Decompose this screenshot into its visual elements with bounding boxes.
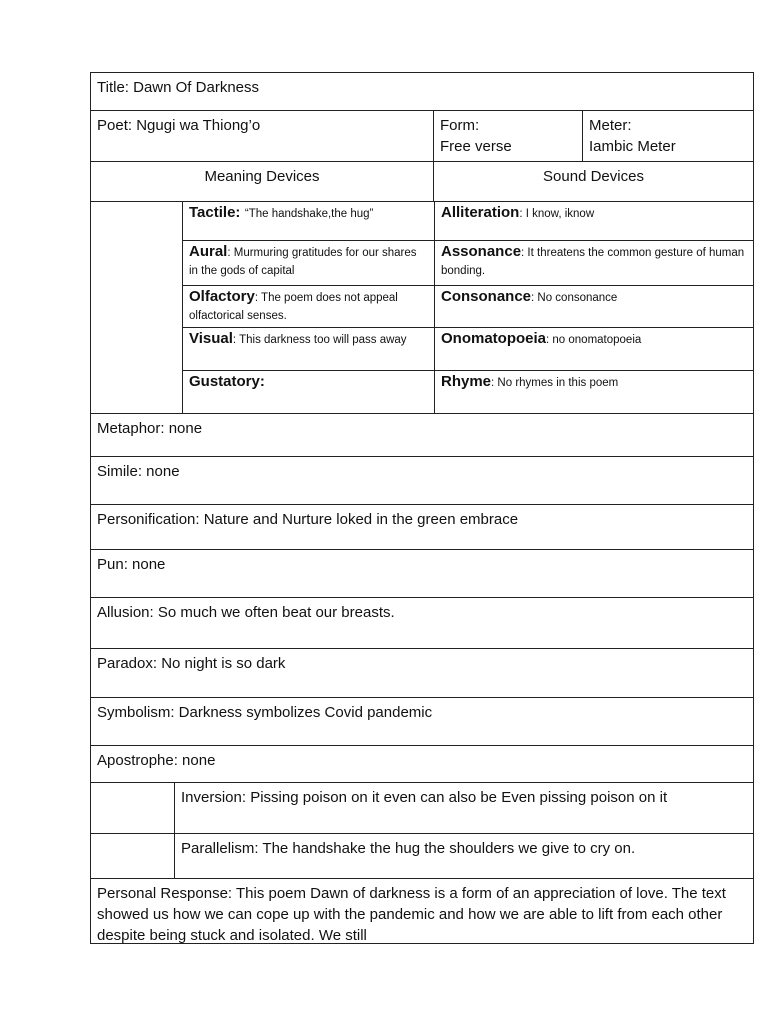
pun-text: Pun: none	[97, 556, 166, 573]
inversion-row	[91, 783, 753, 834]
visual-label: Visual	[189, 330, 233, 347]
form-cell	[433, 111, 582, 161]
olfactory-label: Olfactory	[189, 288, 255, 305]
meter-cell	[582, 111, 753, 161]
device-row	[183, 328, 753, 371]
figure-row	[91, 457, 753, 505]
figure-row	[91, 746, 753, 783]
apostrophe-text: Apostrophe: none	[97, 752, 216, 769]
consonance-label: Consonance	[441, 288, 532, 305]
figure-row	[91, 505, 753, 550]
device-row	[183, 371, 753, 414]
simile-text: Simile: none	[97, 463, 180, 480]
assonance-text: : It threatens the common gesture of human bonding.	[441, 247, 745, 277]
poet-value: Ngugi wa Thiong’o	[136, 117, 261, 134]
alliteration-text: : I know, iknow	[519, 208, 595, 220]
devices-block	[91, 202, 753, 414]
personal-response-row	[91, 879, 753, 944]
figure-row	[91, 414, 753, 457]
device-row	[183, 286, 753, 328]
device-row	[183, 202, 753, 241]
personification-text: Personification: Nature and Nurture loked in the green embrace	[97, 511, 519, 528]
device-row	[183, 241, 753, 286]
tactile-label: Tactile:	[189, 204, 241, 221]
rhyme-label: Rhyme	[441, 373, 492, 390]
parallelism-row	[91, 834, 753, 879]
title-label: Title:	[97, 79, 129, 96]
aural-text: : Murmuring gratitudes for our shares in the gods of capital	[189, 247, 417, 277]
sound-devices-header: Sound Devices	[433, 162, 753, 201]
title-value: Dawn Of Darkness	[133, 79, 259, 96]
poet-label: Poet:	[97, 117, 133, 134]
visual-text: : This darkness too will pass away	[232, 334, 407, 346]
metaphor-text: Metaphor: none	[97, 420, 203, 437]
meter-value: Iambic Meter	[589, 138, 676, 155]
meaning-devices-header: Meaning Devices	[204, 168, 320, 185]
parallelism-text: Parallelism: The handshake the hug the shoulders we give to cry on.	[174, 834, 753, 878]
poem-analysis-table	[90, 72, 754, 944]
poet-cell	[91, 111, 433, 161]
figure-row	[91, 550, 753, 598]
rhyme-text: : No rhymes in this poem	[491, 377, 619, 389]
device-header-row	[91, 162, 753, 202]
form-label: Form:	[440, 117, 480, 134]
form-value: Free verse	[440, 138, 512, 155]
onomatopoeia-text: : no onomatopoeia	[546, 334, 642, 346]
figure-row	[91, 649, 753, 698]
poet-row	[91, 111, 753, 162]
devices-grid	[182, 202, 753, 413]
onomatopoeia-label: Onomatopoeia	[441, 330, 547, 347]
olfactory-text: : The poem does not appeal olfactorical senses.	[189, 292, 398, 322]
title-row	[91, 73, 753, 111]
paradox-text: Paradox: No night is so dark	[97, 655, 286, 672]
symbolism-text: Symbolism: Darkness symbolizes Covid pandemic	[97, 704, 433, 721]
tactile-text: “The handshake,the hug”	[244, 208, 374, 220]
alliteration-label: Alliteration	[441, 204, 520, 221]
personal-response-text: Personal Response: This poem Dawn of darkness is a form of an appreciation of love. The text showed us how we can cope up with the pandemic and how we are able to lift from each other despite being stuck and isolated. We still	[97, 885, 726, 944]
inversion-text: Inversion: Pissing poison on it even can also be Even pissing poison on it	[174, 783, 753, 833]
allusion-text: Allusion: So much we often beat our breasts.	[97, 604, 395, 621]
meter-label: Meter:	[589, 117, 632, 134]
aural-label: Aural	[189, 243, 228, 260]
consonance-text: : No consonance	[531, 292, 618, 304]
figure-row	[91, 598, 753, 649]
devices-spacer-cell	[91, 202, 182, 413]
figure-row	[91, 698, 753, 746]
assonance-label: Assonance	[441, 243, 522, 260]
gustatory-text: :	[259, 373, 265, 390]
gustatory-label: Gustatory	[189, 373, 260, 390]
